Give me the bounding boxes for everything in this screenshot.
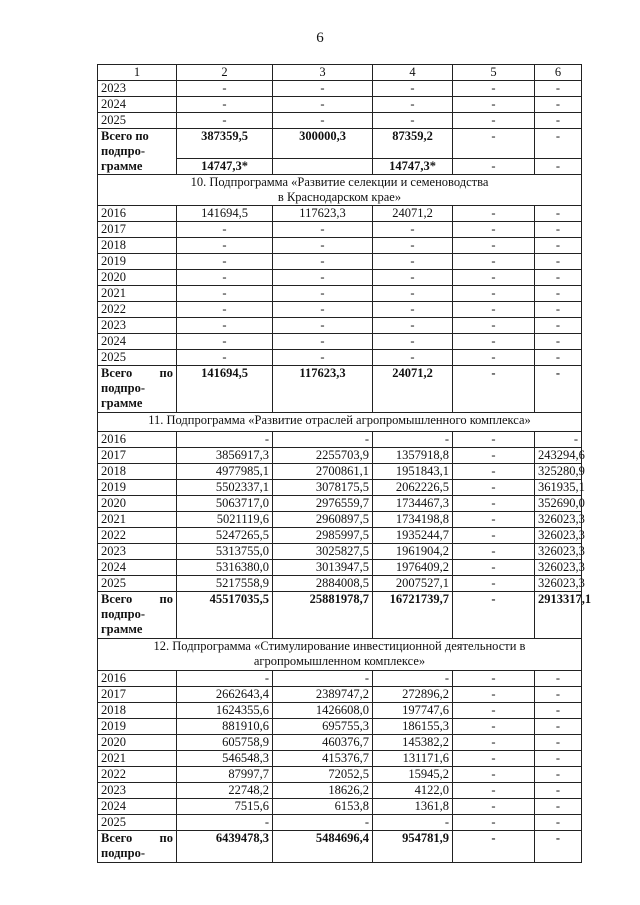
value-cell: - — [453, 286, 535, 302]
value-cell: 2985997,5 — [273, 528, 373, 544]
table-row — [98, 831, 582, 863]
year-cell: 2020 — [98, 496, 177, 512]
value-cell: 2960897,5 — [273, 512, 373, 528]
value-cell: 1426608,0 — [273, 703, 373, 719]
value-cell: 87997,7 — [177, 767, 273, 783]
total-value: 24071,2 — [373, 366, 453, 413]
column-header: 1 — [98, 65, 177, 81]
table-row — [98, 413, 582, 432]
value-cell: - — [177, 270, 273, 286]
value-cell: 361935,1 — [535, 480, 582, 496]
value-cell: 1624355,6 — [177, 703, 273, 719]
value-cell: - — [535, 671, 582, 687]
value-cell: - — [177, 113, 273, 129]
value-cell: - — [453, 496, 535, 512]
total-footnote-value: 14747,3* — [373, 159, 453, 175]
value-cell: - — [453, 703, 535, 719]
total-value: - — [535, 366, 582, 413]
value-cell: - — [273, 81, 373, 97]
table-row — [98, 129, 582, 159]
total-label-line: грамме — [101, 396, 143, 410]
value-cell: 2700861,1 — [273, 464, 373, 480]
value-cell: 4122,0 — [373, 783, 453, 799]
value-cell: 186155,3 — [373, 719, 453, 735]
value-cell: - — [535, 767, 582, 783]
value-cell: - — [535, 783, 582, 799]
value-cell: - — [177, 81, 273, 97]
value-cell: 1734467,3 — [373, 496, 453, 512]
value-cell: - — [453, 560, 535, 576]
table-row — [98, 97, 582, 113]
value-cell: - — [453, 448, 535, 464]
value-cell: 1361,8 — [373, 799, 453, 815]
value-cell: - — [535, 334, 582, 350]
value-cell: - — [535, 97, 582, 113]
value-cell: - — [535, 703, 582, 719]
value-cell: 326023,3 — [535, 560, 582, 576]
section-title-line: в Краснодарском крае» — [277, 190, 402, 204]
value-cell: 2662643,4 — [177, 687, 273, 703]
table-row — [98, 496, 582, 512]
value-cell: - — [535, 238, 582, 254]
value-cell: - — [273, 286, 373, 302]
year-cell: 2022 — [98, 767, 177, 783]
value-cell: - — [535, 302, 582, 318]
total-label-line: Всего по — [101, 129, 149, 143]
value-cell: - — [273, 222, 373, 238]
value-cell: 546548,3 — [177, 751, 273, 767]
total-value: 16721739,7 — [373, 592, 453, 639]
value-cell: - — [177, 815, 273, 831]
value-cell: - — [535, 815, 582, 831]
value-cell: - — [273, 350, 373, 366]
table-row — [98, 735, 582, 751]
value-cell: 5247265,5 — [177, 528, 273, 544]
value-cell: 2884008,5 — [273, 576, 373, 592]
table-row — [98, 703, 582, 719]
total-value: - — [535, 129, 582, 159]
table-row — [98, 464, 582, 480]
value-cell: 326023,3 — [535, 544, 582, 560]
value-cell: - — [273, 671, 373, 687]
section-title-line: 11. Подпрограмма «Развитие отраслей агропромышленного комплекса» — [148, 413, 531, 427]
value-cell: - — [535, 350, 582, 366]
section-title-line: 12. Подпрограмма «Стимулирование инвестиционной деятельности в — [153, 639, 526, 653]
value-cell: - — [177, 222, 273, 238]
value-cell: - — [373, 334, 453, 350]
value-cell: - — [273, 97, 373, 113]
value-cell: 3025827,5 — [273, 544, 373, 560]
year-cell: 2017 — [98, 687, 177, 703]
year-cell: 2024 — [98, 799, 177, 815]
total-value: - — [535, 831, 582, 863]
value-cell: 881910,6 — [177, 719, 273, 735]
value-cell: 326023,3 — [535, 528, 582, 544]
value-cell: 5502337,1 — [177, 480, 273, 496]
value-cell: - — [373, 318, 453, 334]
value-cell: - — [535, 270, 582, 286]
table-row — [98, 687, 582, 703]
value-cell: 2062226,5 — [373, 480, 453, 496]
section-title — [98, 413, 582, 432]
value-cell: - — [453, 815, 535, 831]
value-cell: 1976409,2 — [373, 560, 453, 576]
total-label-line: грамме — [101, 159, 143, 173]
table-row — [98, 334, 582, 350]
value-cell: - — [453, 254, 535, 270]
year-cell: 2024 — [98, 334, 177, 350]
total-value: 6439478,3 — [177, 831, 273, 863]
value-cell: - — [177, 302, 273, 318]
value-cell: 3078175,5 — [273, 480, 373, 496]
table-row — [98, 286, 582, 302]
value-cell: - — [373, 350, 453, 366]
table-row — [98, 480, 582, 496]
value-cell: - — [177, 350, 273, 366]
total-label-word: Всего — [101, 592, 133, 606]
table-row — [98, 767, 582, 783]
year-cell: 2025 — [98, 350, 177, 366]
table-row — [98, 350, 582, 366]
value-cell: 15945,2 — [373, 767, 453, 783]
year-cell: 2023 — [98, 318, 177, 334]
value-cell: - — [273, 815, 373, 831]
table-row — [98, 783, 582, 799]
value-cell: - — [273, 254, 373, 270]
year-cell: 2023 — [98, 783, 177, 799]
value-cell: 1951843,1 — [373, 464, 453, 480]
value-cell: 695755,3 — [273, 719, 373, 735]
value-cell: - — [273, 270, 373, 286]
year-cell: 2021 — [98, 751, 177, 767]
value-cell: - — [177, 238, 273, 254]
value-cell: - — [453, 222, 535, 238]
financing-table — [97, 64, 592, 863]
table-row — [98, 366, 582, 413]
value-cell: - — [273, 113, 373, 129]
value-cell: - — [453, 432, 535, 448]
column-header: 3 — [273, 65, 373, 81]
table-row — [98, 528, 582, 544]
value-cell: 5217558,9 — [177, 576, 273, 592]
value-cell: - — [453, 302, 535, 318]
value-cell: - — [453, 544, 535, 560]
total-label-line: подпро- — [101, 381, 145, 395]
value-cell: 1734198,8 — [373, 512, 453, 528]
year-cell: 2017 — [98, 448, 177, 464]
value-cell: - — [273, 302, 373, 318]
year-cell: 2019 — [98, 480, 177, 496]
value-cell: - — [373, 113, 453, 129]
value-cell: 1935244,7 — [373, 528, 453, 544]
value-cell: - — [453, 480, 535, 496]
total-value: 25881978,7 — [273, 592, 373, 639]
total-value: - — [535, 159, 582, 175]
value-cell: - — [453, 238, 535, 254]
value-cell: - — [177, 671, 273, 687]
value-cell: - — [373, 222, 453, 238]
value-cell: - — [535, 318, 582, 334]
value-cell: 1357918,8 — [373, 448, 453, 464]
value-cell: 7515,6 — [177, 799, 273, 815]
value-cell: 145382,2 — [373, 735, 453, 751]
value-cell: 131171,6 — [373, 751, 453, 767]
value-cell: 2976559,7 — [273, 496, 373, 512]
value-cell: 5316380,0 — [177, 560, 273, 576]
value-cell: - — [373, 270, 453, 286]
table-row — [98, 206, 582, 222]
value-cell: - — [273, 318, 373, 334]
year-cell: 2016 — [98, 671, 177, 687]
value-cell: 197747,6 — [373, 703, 453, 719]
value-cell: - — [535, 113, 582, 129]
value-cell: - — [177, 334, 273, 350]
value-cell: 243294,6 — [535, 448, 582, 464]
value-cell: 5313755,0 — [177, 544, 273, 560]
value-cell: 24071,2 — [373, 206, 453, 222]
total-label — [98, 831, 177, 863]
value-cell: - — [453, 464, 535, 480]
total-label-word: Всего — [101, 831, 133, 845]
value-cell: - — [535, 751, 582, 767]
value-cell: 6153,8 — [273, 799, 373, 815]
table-row — [98, 270, 582, 286]
year-cell: 2021 — [98, 286, 177, 302]
value-cell: - — [453, 334, 535, 350]
year-cell: 2018 — [98, 464, 177, 480]
table-row — [98, 544, 582, 560]
value-cell: - — [535, 81, 582, 97]
value-cell: 22748,2 — [177, 783, 273, 799]
value-cell: 2007527,1 — [373, 576, 453, 592]
total-value: 87359,2 — [373, 129, 453, 159]
column-header: 6 — [535, 65, 582, 81]
total-value: - — [453, 159, 535, 175]
total-value: - — [453, 366, 535, 413]
value-cell: - — [453, 719, 535, 735]
value-cell: 352690,0 — [535, 496, 582, 512]
value-cell: - — [177, 97, 273, 113]
value-cell: - — [535, 719, 582, 735]
total-footnote-value: 14747,3* — [177, 159, 273, 175]
value-cell: - — [535, 286, 582, 302]
table-row — [98, 432, 582, 448]
year-cell: 2016 — [98, 206, 177, 222]
value-cell: 117623,3 — [273, 206, 373, 222]
table-row — [98, 222, 582, 238]
total-value: 300000,3 — [273, 129, 373, 159]
value-cell: - — [177, 286, 273, 302]
value-cell: - — [453, 318, 535, 334]
total-value: 387359,5 — [177, 129, 273, 159]
value-cell: 460376,7 — [273, 735, 373, 751]
table-row — [98, 254, 582, 270]
value-cell: - — [373, 815, 453, 831]
empty-cell — [273, 159, 373, 175]
value-cell: - — [373, 254, 453, 270]
total-value: - — [453, 831, 535, 863]
value-cell: - — [273, 334, 373, 350]
value-cell: - — [453, 671, 535, 687]
year-cell: 2022 — [98, 302, 177, 318]
total-label — [98, 366, 177, 413]
year-cell: 2021 — [98, 512, 177, 528]
table-row — [98, 560, 582, 576]
value-cell: - — [453, 113, 535, 129]
year-cell: 2025 — [98, 815, 177, 831]
table-row — [98, 592, 582, 639]
column-header: 5 — [453, 65, 535, 81]
table-row — [98, 175, 582, 206]
total-value: 45517035,5 — [177, 592, 273, 639]
value-cell: - — [373, 238, 453, 254]
total-value: - — [453, 592, 535, 639]
year-cell: 2020 — [98, 735, 177, 751]
table-row — [98, 113, 582, 129]
total-label-word: по — [159, 831, 173, 845]
value-cell: - — [373, 286, 453, 302]
table-row — [98, 751, 582, 767]
column-header: 2 — [177, 65, 273, 81]
page-number: 6 — [316, 30, 324, 46]
value-cell: - — [177, 318, 273, 334]
value-cell: 18626,2 — [273, 783, 373, 799]
year-cell: 2024 — [98, 97, 177, 113]
value-cell: - — [373, 671, 453, 687]
total-value: 141694,5 — [177, 366, 273, 413]
year-cell: 2018 — [98, 238, 177, 254]
value-cell: - — [373, 97, 453, 113]
value-cell: 272896,2 — [373, 687, 453, 703]
table-row — [98, 302, 582, 318]
year-cell: 2019 — [98, 719, 177, 735]
section-title — [98, 639, 582, 671]
value-cell: - — [453, 97, 535, 113]
total-value: 954781,9 — [373, 831, 453, 863]
year-cell: 2019 — [98, 254, 177, 270]
value-cell: 5063717,0 — [177, 496, 273, 512]
year-cell: 2022 — [98, 528, 177, 544]
value-cell: 1961904,2 — [373, 544, 453, 560]
value-cell: - — [453, 751, 535, 767]
value-cell: - — [177, 432, 273, 448]
value-cell: - — [535, 735, 582, 751]
value-cell: 325280,9 — [535, 464, 582, 480]
total-value: 2913317,1 — [535, 592, 582, 639]
value-cell: - — [273, 432, 373, 448]
year-cell: 2017 — [98, 222, 177, 238]
value-cell: 326023,3 — [535, 576, 582, 592]
value-cell: - — [453, 576, 535, 592]
total-label-word: по — [159, 592, 173, 606]
value-cell: - — [453, 528, 535, 544]
total-label-word: Всего — [101, 366, 133, 380]
value-cell: - — [373, 432, 453, 448]
table-row — [98, 81, 582, 97]
value-cell: 72052,5 — [273, 767, 373, 783]
value-cell: - — [453, 350, 535, 366]
total-label-line: подпро- — [101, 846, 145, 860]
value-cell: 3013947,5 — [273, 560, 373, 576]
value-cell: - — [453, 767, 535, 783]
table-row — [98, 448, 582, 464]
value-cell: 2389747,2 — [273, 687, 373, 703]
table-row — [98, 639, 582, 671]
table-row — [98, 576, 582, 592]
table-row — [98, 512, 582, 528]
year-cell: 2025 — [98, 576, 177, 592]
year-cell: 2023 — [98, 81, 177, 97]
value-cell: 4977985,1 — [177, 464, 273, 480]
value-cell: - — [535, 799, 582, 815]
value-cell: - — [373, 302, 453, 318]
value-cell: - — [453, 270, 535, 286]
table-row — [98, 719, 582, 735]
value-cell: - — [177, 254, 273, 270]
value-cell: 2255703,9 — [273, 448, 373, 464]
value-cell: - — [373, 81, 453, 97]
value-cell: - — [453, 687, 535, 703]
column-header: 4 — [373, 65, 453, 81]
total-label-line: подпро- — [101, 144, 145, 158]
value-cell: - — [453, 512, 535, 528]
value-cell: - — [535, 222, 582, 238]
table-row — [98, 799, 582, 815]
total-label-line: грамме — [101, 622, 143, 636]
total-label — [98, 592, 177, 639]
value-cell: - — [535, 432, 582, 448]
year-cell: 2016 — [98, 432, 177, 448]
total-label-line: подпро- — [101, 607, 145, 621]
value-cell: - — [535, 206, 582, 222]
section-title-line: 10. Подпрограмма «Развитие селекции и семеноводства — [190, 175, 489, 189]
value-cell: 3856917,3 — [177, 448, 273, 464]
value-cell: 415376,7 — [273, 751, 373, 767]
year-cell: 2025 — [98, 113, 177, 129]
value-cell: 5021119,6 — [177, 512, 273, 528]
value-cell: - — [453, 799, 535, 815]
value-cell: - — [453, 206, 535, 222]
year-cell: 2020 — [98, 270, 177, 286]
value-cell: - — [453, 783, 535, 799]
value-cell: - — [535, 254, 582, 270]
value-cell: 141694,5 — [177, 206, 273, 222]
section-title — [98, 175, 582, 206]
total-label — [98, 129, 177, 175]
value-cell: - — [453, 735, 535, 751]
year-cell: 2018 — [98, 703, 177, 719]
table-row — [98, 671, 582, 687]
section-title-line: агропромышленном комплексе» — [253, 654, 426, 668]
value-cell: - — [453, 81, 535, 97]
value-cell: - — [535, 687, 582, 703]
table-row — [98, 238, 582, 254]
value-cell: - — [273, 238, 373, 254]
total-value: 5484696,4 — [273, 831, 373, 863]
table-row — [98, 815, 582, 831]
total-value: 117623,3 — [273, 366, 373, 413]
header-row — [98, 65, 582, 81]
year-cell: 2024 — [98, 560, 177, 576]
value-cell: 605758,9 — [177, 735, 273, 751]
year-cell: 2023 — [98, 544, 177, 560]
total-value: - — [453, 129, 535, 159]
table-row — [98, 318, 582, 334]
value-cell: 326023,3 — [535, 512, 582, 528]
total-label-word: по — [159, 366, 173, 380]
